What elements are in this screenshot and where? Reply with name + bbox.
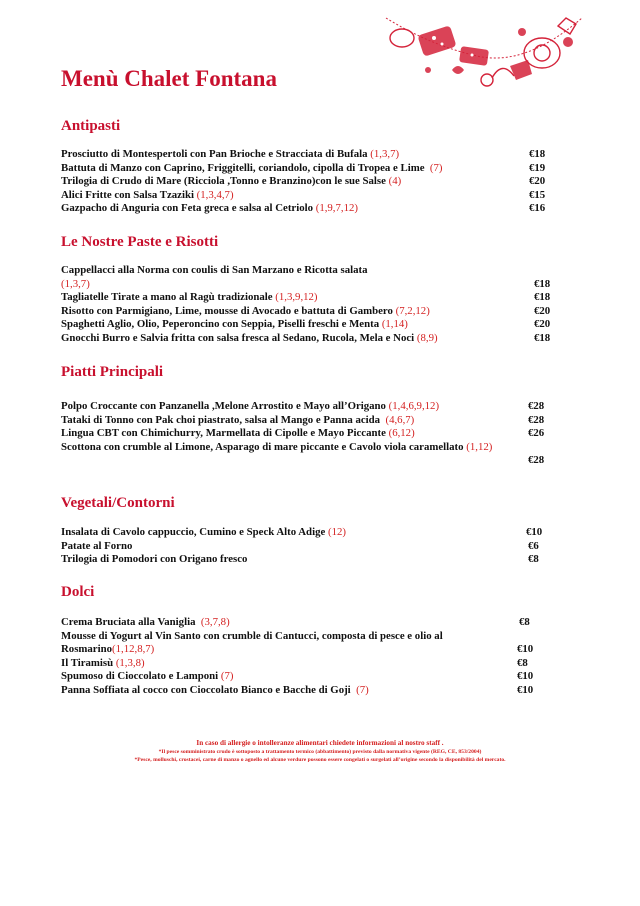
menu-item <box>61 629 534 657</box>
item-price: €10 <box>517 683 534 696</box>
section-dolci-list <box>61 616 551 697</box>
item-allergens: (1,3,7) <box>370 148 400 160</box>
menu-item <box>61 540 551 554</box>
section-antipasti-list <box>61 148 551 216</box>
item-allergens: (1,12,8,7) <box>112 643 155 655</box>
item-name: Spaghetti Aglio, Olio, Peperoncino con Seppia, Piselli freschi e Menta <box>61 318 380 330</box>
section-vegetali-list <box>61 526 551 567</box>
item-name: Cappellacci alla Norma con coulis di San Marzano e Ricotta salata <box>61 264 368 276</box>
item-allergens: (1,12) <box>466 440 493 453</box>
section-piatti-list <box>61 400 551 468</box>
item-price: €20 <box>534 318 551 330</box>
menu-item <box>61 264 551 291</box>
item-price: €6 <box>528 539 539 552</box>
section-title-piatti-principali: Piatti Principali <box>61 364 164 380</box>
item-name: Patate al Forno <box>61 539 133 552</box>
menu-item <box>61 318 551 332</box>
item-price: €28 <box>528 454 545 466</box>
menu-item <box>61 427 551 441</box>
menu-item <box>61 670 551 684</box>
food-illustration-decoration <box>382 8 587 94</box>
item-allergens: (1,3,9,12) <box>275 291 318 303</box>
item-name: Tagliatelle Tirate a mano al Ragù tradizionale <box>61 291 273 303</box>
menu-item <box>61 291 551 305</box>
item-price: €18 <box>534 277 551 290</box>
menu-item <box>61 441 581 468</box>
item-price: €28 <box>528 400 545 412</box>
menu-item <box>61 414 551 428</box>
section-paste-list <box>61 264 551 345</box>
item-price: €18 <box>534 331 551 344</box>
menu-title: Menù Chalet Fontana <box>61 66 277 91</box>
item-allergens: (7) <box>356 683 369 696</box>
section-title-paste-risotti: Le Nostre Paste e Risotti <box>61 234 219 250</box>
item-allergens: (1,14) <box>381 318 408 330</box>
item-price: €20 <box>534 304 551 317</box>
item-price: €18 <box>529 148 546 160</box>
item-name: Lingua CBT con Chimichurry, Marmellata di Cipolle e Mayo Piccante <box>61 427 386 439</box>
item-price: €20 <box>529 175 546 187</box>
section-title-dolci: Dolci <box>61 584 95 600</box>
item-price: €10 <box>517 670 534 682</box>
item-price: €8 <box>517 656 528 669</box>
section-title-antipasti: Antipasti <box>61 118 121 134</box>
item-allergens: (7,2,12) <box>395 304 430 317</box>
raw-fish-note: *Il pesce somministrato crudo è sottoposto a trattamento termico (abbattimento) previsto dalla normativa vigente (REG, CE, 853/2004) <box>158 749 482 755</box>
item-name: Gazpacho di Anguria con Feta greca e salsa al Cetriolo <box>61 202 314 214</box>
item-price: €15 <box>529 188 546 201</box>
item-price: €19 <box>529 161 546 174</box>
item-allergens: (3,7,8) <box>200 616 230 628</box>
item-allergens: (1,3,8) <box>115 656 145 669</box>
item-name: Scottona con crumble al Limone, Asparago di mare piccante e Cavolo viola caramellato <box>61 440 464 453</box>
item-price: €28 <box>528 413 545 426</box>
item-allergens: (1,4,6,9,12) <box>388 400 440 412</box>
allergy-note: In caso di allergie o intolleranze alimentari chiedete informazioni al nostro staff . <box>196 739 444 747</box>
item-price: €18 <box>534 291 551 303</box>
item-allergens: (8,9) <box>416 331 438 344</box>
menu-item <box>61 305 551 319</box>
item-name: Mousse di Yogurt al Vin Santo con crumble di Cantucci, composta di pesce e olio al Rosmarino <box>61 629 443 655</box>
item-allergens: (1,9,7,12) <box>315 202 358 214</box>
menu-item <box>61 175 551 189</box>
item-allergens: (1,3,7) <box>61 277 90 290</box>
item-name: Insalata di Cavolo cappuccio, Cumino e Speck Alto Adige <box>61 526 326 538</box>
item-name: Battuta di Manzo con Caprino, Friggitelli, coriandolo, cipolla di Tropea e Lime <box>61 161 425 174</box>
menu-item <box>61 657 551 671</box>
frozen-products-note: *Pesce, molluschi, crostacei, carne di manzo o agnello ed alcune verdure possono essere congelati o surgelati all’origine secondo la disponibilità del mercato. <box>134 757 506 763</box>
item-price: €16 <box>529 202 546 214</box>
item-name: Prosciutto di Montespertoli con Pan Brioche e Stracciata di Bufala <box>61 148 368 160</box>
menu-item <box>61 400 551 414</box>
menu-item <box>61 616 551 630</box>
menu-item <box>61 553 551 567</box>
item-allergens: (7) <box>220 670 234 682</box>
item-name: Trilogia di Pomodori con Origano fresco <box>61 553 248 565</box>
item-price: €10 <box>517 643 534 655</box>
item-allergens: (4,6,7) <box>385 413 415 426</box>
item-price: €10 <box>526 526 543 538</box>
menu-item <box>61 526 551 540</box>
item-allergens: (1,3,4,7) <box>196 188 234 201</box>
menu-item <box>61 684 551 698</box>
footer-notes <box>60 738 580 764</box>
menu-item <box>61 162 551 176</box>
item-price: €26 <box>528 427 545 439</box>
item-allergens: (6,12) <box>388 427 415 439</box>
item-name: Polpo Croccante con Panzanella ,Melone Arrostito e Mayo all’Origano <box>61 400 386 412</box>
item-name: Trilogia di Crudo di Mare (Ricciola ,Tonno e Branzino)con le sue Salse <box>61 175 386 187</box>
item-allergens: (12) <box>327 526 346 538</box>
item-allergens: (7) <box>429 161 443 174</box>
item-name: Crema Bruciata alla Vaniglia <box>61 616 196 628</box>
menu-item <box>61 189 551 203</box>
item-price: €8 <box>528 553 539 565</box>
menu-item <box>61 332 551 346</box>
menu-item <box>61 202 551 216</box>
menu-item <box>61 148 551 162</box>
item-allergens: (4) <box>388 175 402 187</box>
section-title-vegetali-contorni: Vegetali/Contorni <box>61 495 175 511</box>
item-name: Il Tiramisù <box>61 656 114 669</box>
item-name: Spumoso di Cioccolato e Lamponi <box>61 670 219 682</box>
item-name: Gnocchi Burro e Salvia fritta con salsa fresca al Sedano, Rucola, Mela e Noci <box>61 331 415 344</box>
item-price: €8 <box>519 616 530 628</box>
item-name: Panna Soffiata al cocco con Cioccolato Bianco e Bacche di Goji <box>61 683 351 696</box>
item-name: Tataki di Tonno con Pak choi piastrato, salsa al Mango e Panna acida <box>61 413 381 426</box>
item-name: Alici Fritte con Salsa Tzaziki <box>61 188 194 201</box>
item-name: Risotto con Parmigiano, Lime, mousse di Avocado e battuta di Gambero <box>61 304 393 317</box>
